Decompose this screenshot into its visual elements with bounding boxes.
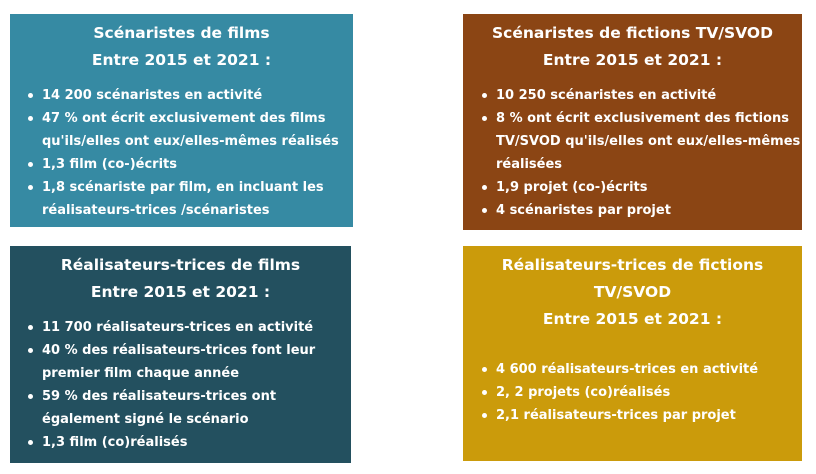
card-title: Scénaristes de fictions TV/SVOD Entre 2015 et 2021 : bbox=[492, 24, 773, 69]
bullet-list bbox=[463, 358, 802, 427]
bullet-item: 10 250 scénaristes en activité bbox=[496, 84, 802, 107]
card-title: Scénaristes de films Entre 2015 et 2021 : bbox=[91, 24, 272, 69]
bullet-item: 2, 2 projets (co)réalisés bbox=[496, 381, 802, 404]
bullet-item: 1,3 film (co)réalisés bbox=[42, 431, 351, 454]
card-title: Réalisateurs-trices de films Entre 2015 et 2021 : bbox=[60, 256, 301, 301]
bullet-item: 47 % ont écrit exclusivement des films qu'ils/elles ont eux/elles-mêmes réalisés bbox=[42, 107, 353, 153]
card-film-directors bbox=[10, 246, 351, 463]
bullet-item: 4 600 réalisateurs-trices en activité bbox=[496, 358, 802, 381]
bullet-item: 8 % ont écrit exclusivement des fictions TV/SVOD qu'ils/elles ont eux/elles-mêmes réalisées bbox=[496, 107, 802, 176]
card-film-screenwriters bbox=[10, 14, 353, 227]
bullet-list bbox=[463, 84, 802, 222]
bullet-item: 2,1 réalisateurs-trices par projet bbox=[496, 404, 802, 427]
bullet-item: 4 scénaristes par projet bbox=[496, 199, 802, 222]
card-tv-svod-directors bbox=[463, 246, 802, 461]
bullet-item: 40 % des réalisateurs-trices font leur premier film chaque année bbox=[42, 339, 351, 385]
bullet-item: 1,9 projet (co-)écrits bbox=[496, 176, 802, 199]
card-tv-svod-screenwriters bbox=[463, 14, 802, 230]
bullet-list bbox=[10, 84, 353, 222]
bullet-list bbox=[10, 316, 351, 454]
bullet-item: 59 % des réalisateurs-trices ont également signé le scénario bbox=[42, 385, 351, 431]
card-title: Réalisateurs-trices de fictions TV/SVOD Entre 2015 et 2021 : bbox=[501, 256, 764, 328]
bullet-item: 1,8 scénariste par film, en incluant les réalisateurs-trices /scénaristes bbox=[42, 176, 353, 222]
bullet-item: 14 200 scénaristes en activité bbox=[42, 84, 353, 107]
bullet-item: 11 700 réalisateurs-trices en activité bbox=[42, 316, 351, 339]
bullet-item: 1,3 film (co-)écrits bbox=[42, 153, 353, 176]
